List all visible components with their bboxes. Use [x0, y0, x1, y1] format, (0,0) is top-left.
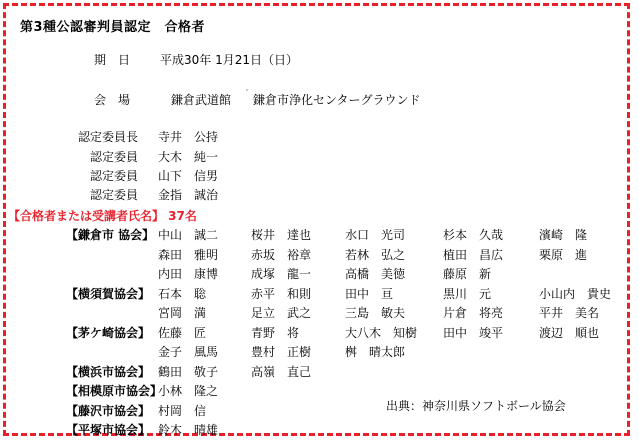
committee-role: 認定委員: [90, 169, 139, 183]
association-label: 【相模原市協会】: [66, 384, 163, 398]
page-title: 第3種公認審判員認定 合格者: [20, 20, 206, 35]
passer-name: 三島 敏夫: [345, 306, 406, 320]
passer-name: 渡辺 順也: [539, 325, 600, 340]
passers-header: 【合格者または受講者氏名】 37名: [8, 209, 197, 223]
passer-name: 桜井 達也: [251, 228, 312, 242]
passer-name: 若林 弘之: [345, 247, 406, 262]
passer-name: 金子 風馬: [158, 345, 219, 359]
association-label: 【横浜市協会】: [66, 364, 151, 379]
passer-name: 大八木 知樹: [345, 325, 418, 340]
passer-name: 村岡 信: [158, 403, 207, 418]
association-label: 【平塚市協会】: [66, 423, 151, 437]
passer-name: 中山 誠二: [158, 228, 219, 242]
passer-name: 宮岡 満: [158, 306, 207, 320]
committee-role: 認定委員: [90, 150, 139, 164]
association-label: 【茅ケ崎協会】: [66, 325, 151, 340]
date-value: 平成30年 1月21日（日）: [160, 53, 298, 67]
venue-name-1: 鎌倉武道館: [171, 93, 232, 107]
association-label: 【鎌倉市 協会】: [66, 228, 155, 242]
passer-name: 平井 美名: [539, 306, 600, 320]
decorative-mark: ': [246, 88, 248, 96]
passer-name: 青野 将: [251, 325, 300, 340]
association-label: 【横須賀協会】: [66, 286, 151, 301]
passer-name: 足立 武之: [251, 306, 312, 320]
passer-name: 植田 昌広: [443, 247, 504, 262]
source-credit: 出典：神奈川県ソフトボール協会: [386, 399, 566, 413]
passer-name: 小山内 貴史: [539, 286, 612, 301]
passer-name: 小林 隆之: [158, 384, 219, 398]
passer-name: 藤原 新: [443, 267, 492, 281]
committee-role: 認定委員長: [78, 130, 139, 144]
committee-name: 大木 純一: [158, 150, 219, 164]
passer-name: 豊村 正樹: [251, 345, 312, 359]
passer-name: 桝 晴太郎: [345, 345, 406, 359]
passer-name: 成塚 龍一: [251, 267, 312, 281]
association-label: 【藤沢市協会】: [66, 403, 151, 418]
committee-name: 山下 信男: [158, 169, 219, 183]
passer-name: 高橋 美徳: [345, 267, 406, 281]
passer-name: 佐藤 匠: [158, 325, 207, 340]
passer-name: 鈴木 晴雄: [158, 423, 219, 437]
passer-name: 内田 康博: [158, 267, 219, 281]
passer-name: 片倉 将亮: [443, 306, 504, 320]
passer-name: 水口 光司: [345, 228, 406, 242]
date-label: 期 日: [94, 53, 131, 67]
committee-name: 寺井 公持: [158, 130, 219, 144]
passer-name: 田中 竣平: [443, 325, 504, 340]
passer-name: 濱崎 隆: [539, 228, 588, 242]
passer-name: 石本 聡: [158, 286, 207, 301]
venue-label: 会 場: [94, 93, 131, 107]
passer-name: 杉本 久哉: [443, 228, 504, 242]
passer-name: 田中 亘: [345, 286, 394, 301]
passer-name: 鶴田 敬子: [158, 364, 219, 379]
committee-name: 金指 誠治: [158, 188, 219, 202]
committee-role: 認定委員: [90, 188, 139, 202]
passer-name: 黒川 元: [443, 286, 492, 301]
passer-name: 高嶺 直己: [251, 364, 312, 379]
passer-name: 赤平 和則: [251, 286, 312, 301]
venue-name-2: 鎌倉市浄化センターグラウンド: [253, 93, 421, 107]
passer-name: 栗原 進: [539, 247, 588, 262]
passer-name: 赤坂 裕章: [251, 247, 312, 262]
passer-name: 森田 雅明: [158, 247, 219, 262]
